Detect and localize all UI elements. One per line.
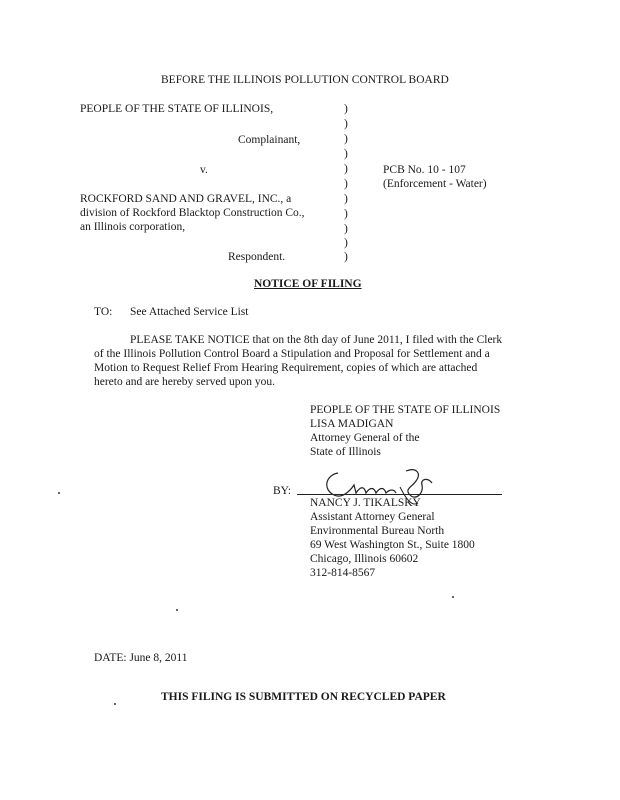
caption-paren: ) (344, 237, 348, 249)
scan-speck (452, 596, 454, 598)
notice-title: NOTICE OF FILING (254, 278, 362, 290)
scan-speck (114, 703, 116, 705)
plaintiff-name: PEOPLE OF THE STATE OF ILLINOIS, (80, 103, 274, 115)
caption-paren: ) (344, 133, 348, 145)
caption-paren: ) (344, 208, 348, 220)
filing-date: DATE: June 8, 2011 (94, 652, 188, 664)
bureau-name: Environmental Bureau North (310, 525, 445, 537)
caption-paren: ) (344, 163, 348, 175)
complainant-label: Complainant, (238, 134, 301, 146)
signer-title: Assistant Attorney General (310, 511, 435, 523)
respondent-label: Respondent. (228, 251, 286, 263)
body-line-4: hereto and are hereby served upon you. (94, 376, 276, 388)
to-label: TO: (94, 306, 113, 318)
body-line-1: PLEASE TAKE NOTICE that on the 8th day of June 2011, I filed with the Clerk (130, 334, 503, 346)
caption-paren: ) (344, 178, 348, 190)
attorney-general-name: LISA MADIGAN (310, 418, 394, 430)
caption-paren: ) (344, 103, 348, 115)
body-line-3: Motion to Request Relief From Hearing Requirement, copies of which are attached (94, 362, 478, 374)
address-line-2: Chicago, Illinois 60602 (310, 553, 419, 565)
signer-name: NANCY J. TIKALSKY (310, 497, 421, 509)
defendant-line-1: ROCKFORD SAND AND GRAVEL, INC., a (80, 193, 292, 205)
caption-paren: ) (344, 118, 348, 130)
caption-paren: ) (344, 193, 348, 205)
scan-speck (176, 609, 178, 611)
phone-number: 312-814-8567 (310, 567, 376, 579)
by-label: BY: (273, 485, 292, 497)
recycled-paper-footer: THIS FILING IS SUBMITTED ON RECYCLED PAPER (161, 691, 446, 703)
case-number: PCB No. 10 - 107 (383, 164, 466, 176)
scan-speck (58, 492, 60, 494)
defendant-line-2: division of Rockford Blacktop Construction Co., (80, 207, 305, 219)
attorney-general-title-2: State of Illinois (310, 446, 381, 458)
court-heading: BEFORE THE ILLINOIS POLLUTION CONTROL BOARD (161, 74, 449, 86)
defendant-line-3: an Illinois corporation, (80, 221, 186, 233)
signature-party: PEOPLE OF THE STATE OF ILLINOIS (310, 404, 501, 416)
to-value: See Attached Service List (130, 306, 249, 318)
case-type: (Enforcement - Water) (383, 178, 487, 190)
caption-paren: ) (344, 251, 348, 263)
address-line-1: 69 West Washington St., Suite 1800 (310, 539, 475, 551)
caption-paren: ) (344, 148, 348, 160)
body-line-2: of the Illinois Pollution Control Board a Stipulation and Proposal for Settlement and a (94, 348, 490, 360)
attorney-general-title-1: Attorney General of the (310, 432, 420, 444)
versus-label: v. (200, 164, 208, 176)
caption-paren: ) (344, 223, 348, 235)
